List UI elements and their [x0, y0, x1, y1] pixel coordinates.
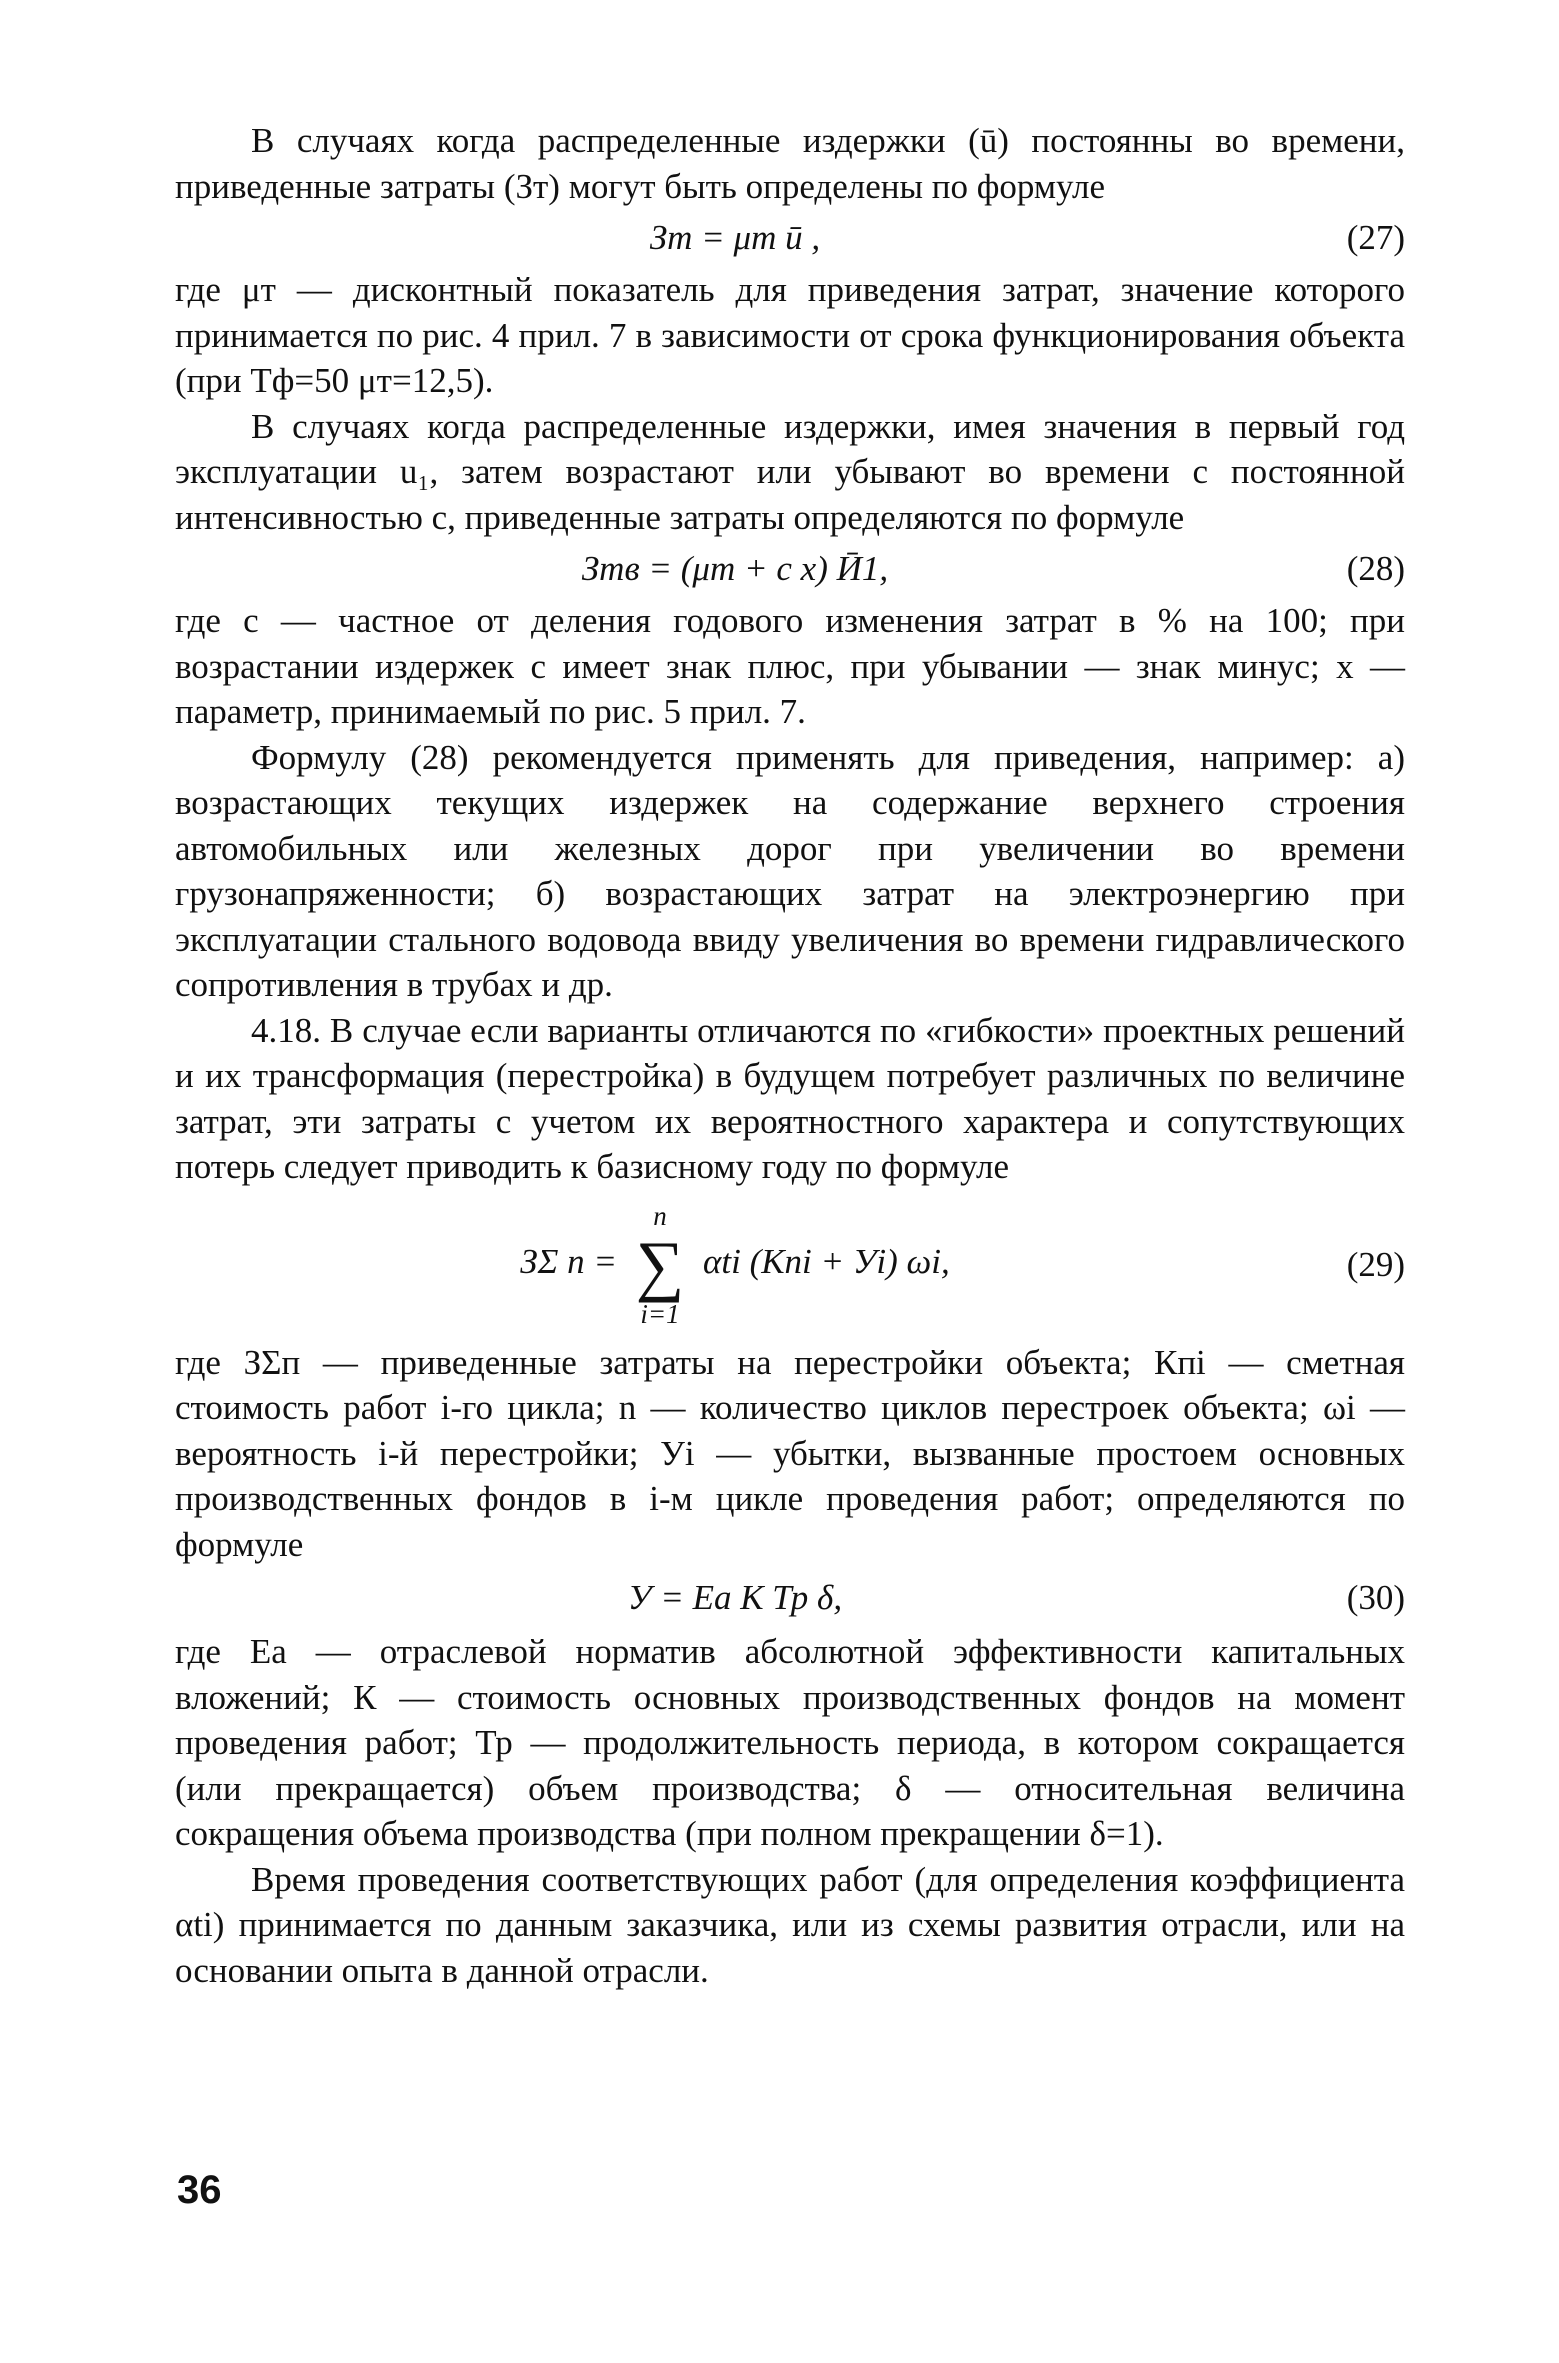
paragraph-1: В случаях когда распределенные издержки (ū) постоянны во времени, приведенные затраты (Зт) могут быть определены по формуле: [175, 121, 1405, 206]
formula-30-number: (30): [1346, 1578, 1405, 1618]
paragraph-8: где Еа — отраслевой норматив абсолютной эффективности капитальных вложений; К — стоимость основных производственных фондов на момент проведения работ; Тр — продолжительность периода, в котором сокращается (или прекращается) объем производства; δ — относительная величина сокращения объема производства (при полном прекращении δ=1).: [175, 1632, 1405, 1853]
page-number: 36: [177, 2168, 222, 2212]
paragraph-4: где c — частное от деления годового изменения затрат в % на 100; при возрастании издержек c имеет знак плюс, при убывании — знак минус; x — параметр, принимаемый по рис. 5 прил. 7.: [175, 601, 1405, 731]
paragraph-5: Формулу (28) рекомендуется применять для приведения, например: а) возрастающих текущих издержек на содержание верхнего строения автомобильных или железных дорог при увеличении во времени грузонапряженности; б) возрастающих затрат на электроэнергию при эксплуатации стального водовода ввиду увеличения во времени гидравлического сопротивления в трубах и др.: [175, 737, 1405, 1004]
formula-28: [175, 540, 1405, 598]
sigma-sign: ∑: [635, 1226, 685, 1303]
formula-27: [175, 209, 1405, 267]
formula-29-expression: [175, 1199, 1295, 1331]
paragraph-9: Время проведения соответствующих работ (для определения коэффициента αti) принимается по данным заказчика, или из схемы развития отрасли, или на основании опыта в данной отрасли.: [175, 1859, 1405, 1990]
summation-symbol: [636, 1199, 684, 1331]
formula-27-expression: Зт = μт ū ,: [649, 218, 821, 258]
paragraph-7: где ЗΣп — приведенные затраты на перестройки объекта; Кпi — сметная стоимость работ i-го цикла; n — количество циклов перестроек объекта; ωi — вероятность i-й перестройки; Уi — убытки, вызванные простоем основных производственных фондов в i-м цикле проведения работ; определяются по формуле: [175, 1342, 1405, 1564]
document-page: [175, 118, 1405, 1993]
sum-upper-limit: n: [653, 1200, 667, 1231]
paragraph-6: 4.18. В случае если варианты отличаются по «гибкости» проектных решений и их трансформация (перестройка) в будущем потребует различных по величине затрат, эти затраты с учетом их вероятностного характера и сопутствующих потерь следует приводить к базисному году по формуле: [175, 1010, 1405, 1186]
sum-lower-limit: i=1: [640, 1298, 680, 1329]
formula-30-expression: У = Еа К Тр δ,: [627, 1578, 843, 1618]
paragraph-2: где μт — дисконтный показатель для приведения затрат, значение которого принимается по рис. 4 прил. 7 в зависимости от срока функционирования объекта (при Тф=50 μт=12,5).: [175, 270, 1405, 400]
formula-29-number: (29): [1346, 1244, 1405, 1284]
formula-29: [175, 1190, 1405, 1340]
formula-29-rhs: αti (Кпi + Уi) ωi,: [703, 1241, 950, 1281]
formula-28-number: (28): [1346, 549, 1405, 589]
paragraph-3: В случаях когда распределенные издержки, имея значения в первый год эксплуатации u₁, затем возрастают или убывают во времени с постоянной интенсивностью c, приведенные затраты определяются по формуле: [175, 406, 1405, 537]
formula-29-lhs: ЗΣ n =: [520, 1241, 618, 1281]
formula-27-number: (27): [1346, 218, 1405, 258]
formula-28-expression: Зтв = (μт + c x) Ӣ1,: [581, 549, 889, 589]
formula-30: [175, 1567, 1405, 1629]
